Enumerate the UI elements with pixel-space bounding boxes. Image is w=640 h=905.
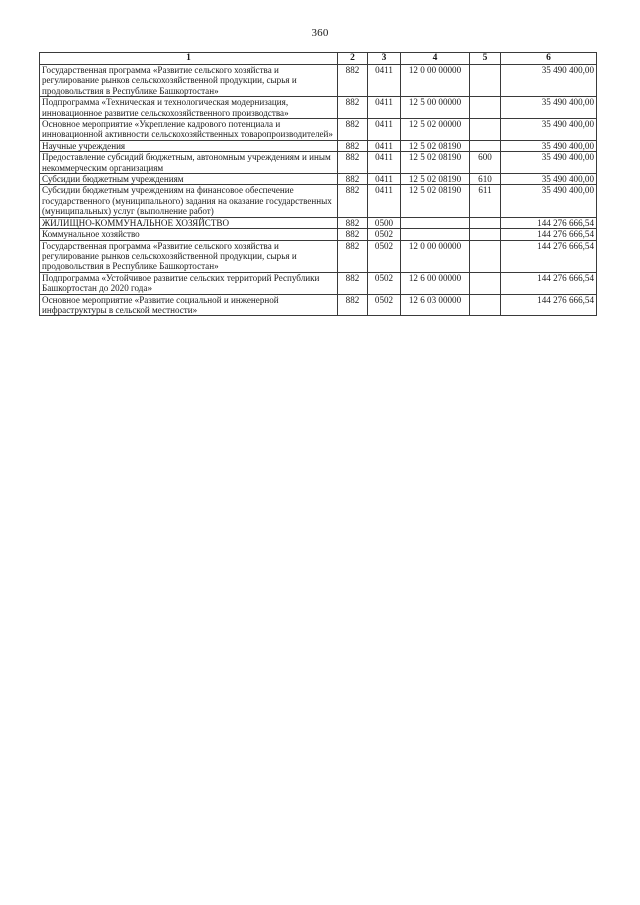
cell-col-5 <box>470 119 501 141</box>
header-cell-5: 5 <box>470 53 501 65</box>
cell-amount: 35 490 400,00 <box>501 185 597 217</box>
table-row <box>40 240 597 272</box>
cell-col-4 <box>401 229 470 240</box>
page-number: 360 <box>311 27 329 39</box>
cell-name: Основное мероприятие «Укрепление кадрового потенциала и инновационной активности сельскохозяйственных товаропроизводителей» <box>40 119 338 141</box>
cell-amount: 35 490 400,00 <box>501 174 597 185</box>
cell-col-3: 0411 <box>368 65 401 97</box>
table-row <box>40 119 597 141</box>
cell-col-5: 600 <box>470 152 501 174</box>
cell-name: Основное мероприятие «Развитие социальной и инженерной инфраструктуры в сельской местности» <box>40 294 338 316</box>
table-body <box>40 65 597 316</box>
cell-col-2: 882 <box>338 185 368 217</box>
cell-name: Научные учреждения <box>40 140 338 151</box>
cell-amount: 144 276 666,54 <box>501 240 597 272</box>
cell-col-3: 0411 <box>368 140 401 151</box>
table-row <box>40 229 597 240</box>
cell-col-3: 0502 <box>368 240 401 272</box>
table-row <box>40 185 597 217</box>
table-row <box>40 97 597 119</box>
table-row <box>40 65 597 97</box>
cell-name: Государственная программа «Развитие сельского хозяйства и регулирование рынков сельскохозяйственной продукции, сырья и продовольствия в Республике Башкортостан» <box>40 240 338 272</box>
cell-col-4: 12 0 00 00000 <box>401 65 470 97</box>
table-row <box>40 272 597 294</box>
cell-col-2: 882 <box>338 119 368 141</box>
cell-col-4: 12 6 00 00000 <box>401 272 470 294</box>
cell-col-4: 12 6 03 00000 <box>401 294 470 316</box>
cell-col-4: 12 5 02 08190 <box>401 185 470 217</box>
header-cell-6: 6 <box>501 53 597 65</box>
cell-amount: 35 490 400,00 <box>501 65 597 97</box>
cell-name: ЖИЛИЩНО-КОММУНАЛЬНОЕ ХОЗЯЙСТВО <box>40 217 338 228</box>
cell-col-5: 611 <box>470 185 501 217</box>
cell-col-5 <box>470 97 501 119</box>
cell-col-5 <box>470 229 501 240</box>
cell-col-2: 882 <box>338 152 368 174</box>
table-row <box>40 217 597 228</box>
cell-col-5 <box>470 217 501 228</box>
cell-name: Субсидии бюджетным учреждениям <box>40 174 338 185</box>
cell-col-4 <box>401 217 470 228</box>
table-header <box>40 53 597 65</box>
cell-col-3: 0411 <box>368 152 401 174</box>
cell-col-3: 0411 <box>368 119 401 141</box>
cell-col-3: 0502 <box>368 272 401 294</box>
cell-col-3: 0411 <box>368 174 401 185</box>
cell-amount: 144 276 666,54 <box>501 217 597 228</box>
header-cell-4: 4 <box>401 53 470 65</box>
cell-amount: 35 490 400,00 <box>501 140 597 151</box>
cell-name: Субсидии бюджетным учреждениям на финансовое обеспечение государственного (муниципального) задания на оказание государственных (муниципальных) услуг (выполнение работ) <box>40 185 338 217</box>
cell-amount: 35 490 400,00 <box>501 119 597 141</box>
cell-col-5: 610 <box>470 174 501 185</box>
cell-col-2: 882 <box>338 174 368 185</box>
cell-col-5 <box>470 294 501 316</box>
header-cell-2: 2 <box>338 53 368 65</box>
cell-col-4: 12 5 02 08190 <box>401 152 470 174</box>
table-row <box>40 152 597 174</box>
cell-name: Государственная программа «Развитие сельского хозяйства и регулирование рынков сельскохозяйственной продукции, сырья и продовольствия в Республике Башкортостан» <box>40 65 338 97</box>
cell-col-3: 0502 <box>368 229 401 240</box>
cell-name: Подпрограмма «Устойчивое развитие сельских территорий Республики Башкортостан до 2020 года» <box>40 272 338 294</box>
table-row <box>40 294 597 316</box>
cell-amount: 35 490 400,00 <box>501 97 597 119</box>
cell-col-2: 882 <box>338 294 368 316</box>
cell-name: Коммунальное хозяйство <box>40 229 338 240</box>
cell-col-3: 0411 <box>368 185 401 217</box>
cell-col-4: 12 0 00 00000 <box>401 240 470 272</box>
table-row <box>40 140 597 151</box>
cell-amount: 35 490 400,00 <box>501 152 597 174</box>
table-row <box>40 174 597 185</box>
cell-col-5 <box>470 65 501 97</box>
cell-col-2: 882 <box>338 97 368 119</box>
cell-col-3: 0500 <box>368 217 401 228</box>
cell-col-3: 0502 <box>368 294 401 316</box>
cell-col-2: 882 <box>338 240 368 272</box>
cell-col-2: 882 <box>338 217 368 228</box>
cell-col-5 <box>470 140 501 151</box>
cell-col-4: 12 5 02 08190 <box>401 140 470 151</box>
cell-amount: 144 276 666,54 <box>501 229 597 240</box>
cell-col-4: 12 5 02 08190 <box>401 174 470 185</box>
cell-col-4: 12 5 00 00000 <box>401 97 470 119</box>
cell-col-2: 882 <box>338 65 368 97</box>
cell-col-2: 882 <box>338 229 368 240</box>
cell-amount: 144 276 666,54 <box>501 294 597 316</box>
cell-col-2: 882 <box>338 140 368 151</box>
header-row <box>40 53 597 65</box>
cell-col-4: 12 5 02 00000 <box>401 119 470 141</box>
cell-col-5 <box>470 272 501 294</box>
cell-amount: 144 276 666,54 <box>501 272 597 294</box>
cell-name: Предоставление субсидий бюджетным, автономным учреждениям и иным некоммерческим организациям <box>40 152 338 174</box>
cell-col-3: 0411 <box>368 97 401 119</box>
budget-table <box>39 52 597 316</box>
cell-name: Подпрограмма «Техническая и технологическая модернизация, инновационное развитие сельскохозяйственного производства» <box>40 97 338 119</box>
cell-col-5 <box>470 240 501 272</box>
header-cell-1: 1 <box>40 53 338 65</box>
header-cell-3: 3 <box>368 53 401 65</box>
cell-col-2: 882 <box>338 272 368 294</box>
